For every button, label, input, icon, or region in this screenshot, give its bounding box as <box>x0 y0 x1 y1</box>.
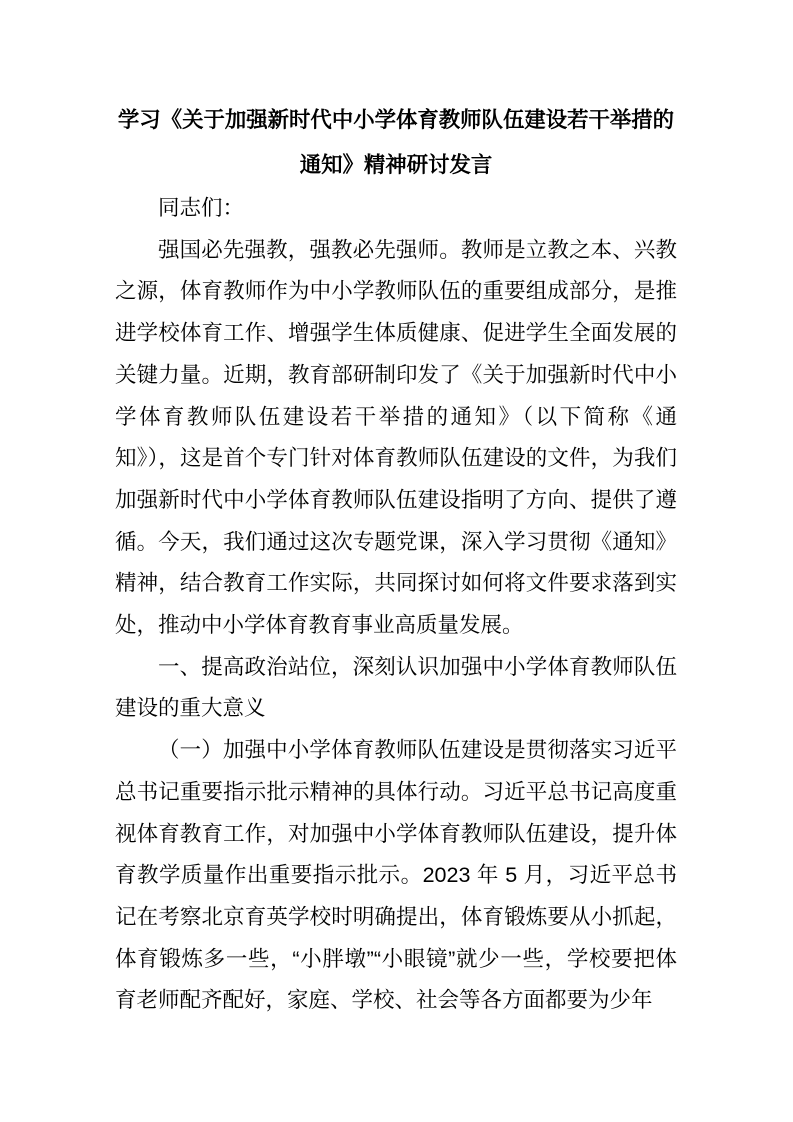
paragraph: 一、提高政治站位，深刻认识加强中小学体育教师队伍建设的重大意义 <box>115 654 677 721</box>
paragraph: 强国必先强教，强教必先强师。教师是立教之本、兴教之源，体育教师作为中小学教师队伍的重要组成部分，是推进学校体育工作、增强学生体质健康、促进学生全面发展的关键力量。近期，教育部研制印发了《关于加强新时代中小学体育教师队伍建设若干举措的通知》（以下简称《通知》），这是首个专门针对体育教师队伍建设的文件，为我们加强新时代中小学体育教师队伍建设指明了方向、提供了遵循。今天，我们通过这次专题党课，深入学习贯彻《通知》精神，结合教育工作实际，共同探讨如何将文件要求落到实处，推动中小学体育教育事业高质量发展。 <box>115 237 677 638</box>
paragraph: （一）加强中小学体育教师队伍建设是贯彻落实习近平总书记重要指示批示精神的具体行动。习近平总书记高度重视体育教育工作，对加强中小学体育教师队伍建设，提升体育教学质量作出重要指示批示。2023 年 5 月，习近平总书记在考察北京育英学校时明确提出，体育锻炼要从小抓起，体育锻炼多一些，“小胖墩”“小眼镜”就少一些，学校要把体育老师配齐配好，家庭、学校、社会等各方面都要为少年 <box>115 738 677 1013</box>
paragraph: 同志们： <box>158 196 245 220</box>
document-body <box>115 188 677 1022</box>
document-title: 学习《关于加强新时代中小学体育教师队伍建设若干举措的通知》精神研讨发言 <box>117 108 675 177</box>
